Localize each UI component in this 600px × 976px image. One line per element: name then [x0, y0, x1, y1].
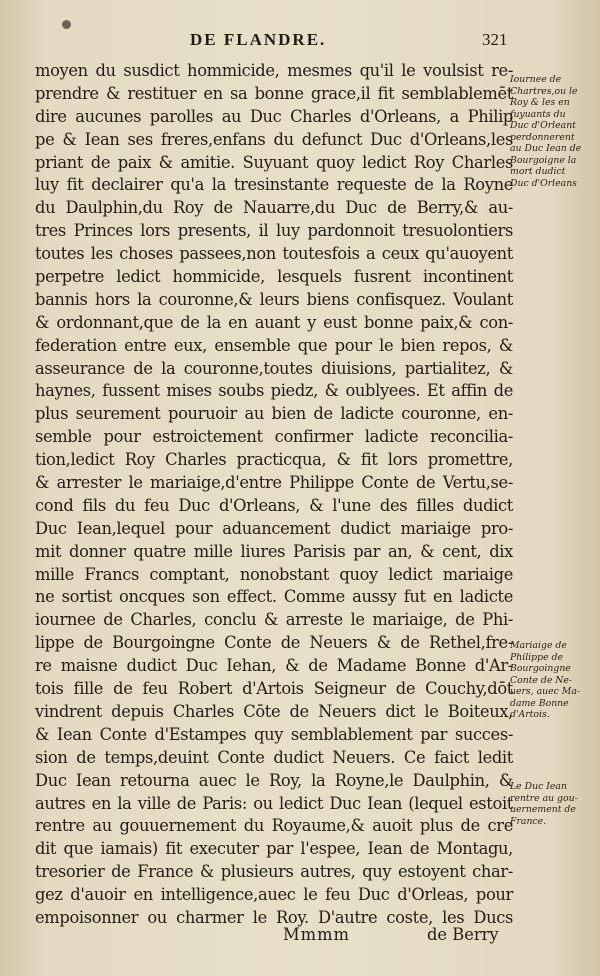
- text-line: prendre & restituer en sa bonne grace,il fit semblablemēt: [35, 83, 513, 103]
- text-line: du Daulphin,du Roy de Nauarre,du Duc de Berry,& au-: [35, 198, 513, 218]
- text-line: Duc Iean,lequel pour aduancement dudict mariaige pro-: [35, 518, 513, 538]
- margin-note-line: fuyuants du: [510, 108, 566, 120]
- margin-note-line: Conte de Ne-: [510, 674, 573, 686]
- margin-note-line: au Duc Iean de: [510, 143, 582, 154]
- catchword: de Berry: [427, 925, 499, 944]
- body-text: [35, 60, 513, 930]
- margin-note-line: dame Bonne: [510, 697, 569, 709]
- margin-note-line: perdonnerent: [510, 131, 575, 143]
- text-line: asseurance de la couronne,toutes diuisions, partialitez, &: [35, 358, 513, 378]
- margin-note-line: d'Artois.: [510, 709, 550, 720]
- margin-note-line: France.: [510, 815, 547, 827]
- text-line: priant de paix & amitie. Suyuant quoy ledict Roy Charles: [35, 152, 513, 172]
- margin-note-line: rentre au gou-: [510, 792, 578, 804]
- margin-note-mariaige: [510, 640, 600, 721]
- text-line: tois fille de feu Robert d'Artois Seigneur de Couchy,dōt: [35, 679, 513, 699]
- text-line: pe & Iean ses freres,enfans du defunct Duc d'Orleans,les: [35, 129, 513, 149]
- margin-note-line: Roy & les en: [510, 97, 570, 108]
- text-line: iournee de Charles, conclu & arreste le mariaige, de Phi-: [35, 610, 513, 630]
- text-line: gez d'auoir en intelligence,auec le feu Duc d'Orleas, pour: [35, 885, 513, 905]
- text-line: cond fils du feu Duc d'Orleans, & l'une des filles dudict: [35, 495, 513, 515]
- text-line: tresorier de France & plusieurs autres, quy estoyent char-: [35, 862, 513, 882]
- margin-note-line: Mariaige de: [510, 640, 567, 651]
- text-line: & arrester le mariaige,d'entre Philippe Conte de Vertu,se-: [35, 473, 513, 493]
- margin-note-line: Bourgoigne la: [510, 154, 577, 166]
- margin-note-line: Duc d'Orleant: [510, 120, 576, 131]
- text-line: ne sortist oncques son effect. Comme aussy fut en ladicte: [35, 587, 513, 607]
- running-head: [0, 30, 600, 54]
- text-line: dit que iamais) fit executer par l'espee, Iean de Montagu,: [35, 839, 513, 859]
- text-line: bannis hors la couronne,& leurs biens confisquez. Voulant: [35, 289, 513, 309]
- text-line: federation entre eux, ensemble que pour le bien repos, &: [35, 335, 513, 355]
- text-line: plus seurement pouruoir au bien de ladicte couronne, en-: [35, 404, 513, 424]
- text-line: toutes les choses passees,non toutesfois a ceux qu'auoyent: [35, 244, 513, 264]
- margin-note-line: Philippe de: [510, 651, 563, 663]
- margin-note-chartres: [510, 74, 600, 189]
- text-line: & Iean Conte d'Estampes quy semblablement par succes-: [35, 724, 513, 744]
- page-number: 321: [482, 30, 508, 49]
- text-line: dire aucunes parolles au Duc Charles d'Orleans, a Philip: [35, 106, 513, 126]
- text-line: mit donner quatre mille liures Parisis par an, & cent, dix: [35, 541, 513, 561]
- text-line: re maisne dudict Duc Iehan, & de Madame Bonne d'Ar-: [35, 656, 513, 676]
- text-line: Duc Iean retourna auec le Roy, la Royne,le Daulphin, &: [35, 770, 513, 790]
- text-line: & ordonnant,que de la en auant y eust bonne paix,& con-: [35, 312, 513, 332]
- ink-dot: [62, 20, 71, 29]
- margin-note-line: uernement de: [510, 804, 576, 815]
- text-line: empoisonner ou charmer le Roy. D'autre coste, les Ducs: [35, 907, 513, 927]
- text-line: perpetre ledict hommicide, lesquels fusrent incontinent: [35, 267, 513, 287]
- margin-note-line: Bourgoingne: [510, 663, 571, 674]
- header-title: DE FLANDRE.: [190, 30, 327, 49]
- text-line: rentre au gouuernement du Royaume,& auoit plus de cre: [35, 816, 513, 836]
- page-footer: [35, 925, 513, 947]
- margin-note-line: Iournee de: [510, 74, 562, 85]
- text-line: tres Princes lors presents, il luy pardonnoit tresuolontiers: [35, 221, 513, 241]
- margin-note-line: Duc d'Orleans: [510, 177, 577, 189]
- text-line: luy fit declairer qu'a la tresinstante requeste de la Royne: [35, 175, 513, 195]
- margin-note-line: mort dudict: [510, 166, 566, 177]
- text-line: semble pour estroictement confirmer ladicte reconcilia-: [35, 427, 513, 447]
- text-line: moyen du susdict hommicide, mesmes qu'il le voulsist re-: [35, 61, 513, 80]
- text-line: sion de temps,deuint Conte dudict Neuers. Ce faict ledit: [35, 747, 513, 767]
- text-line: lippe de Bourgoingne Conte de Neuers & de Rethel,fre-: [35, 633, 513, 653]
- text-line: autres en la ville de Paris: ou ledict Duc Iean (lequel estoit: [35, 793, 513, 813]
- margin-note-line: uers, auec Ma-: [510, 686, 581, 697]
- margin-note-line: Chartres,ou le: [510, 85, 578, 97]
- text-line: tion,ledict Roy Charles practicqua, & fit lors promettre,: [35, 450, 513, 470]
- text-line: haynes, fussent mises soubs piedz, & oublyees. Et affin de: [35, 381, 513, 401]
- signature-mark: Mmmm: [283, 925, 350, 944]
- margin-note-duc-iean: [510, 781, 600, 827]
- text-line: mille Francs comptant, nonobstant quoy ledict mariaige: [35, 564, 513, 584]
- text-line: vindrent depuis Charles Cōte de Neuers dict le Boiteux,: [35, 701, 513, 721]
- margin-note-line: Le Duc Iean: [510, 781, 567, 792]
